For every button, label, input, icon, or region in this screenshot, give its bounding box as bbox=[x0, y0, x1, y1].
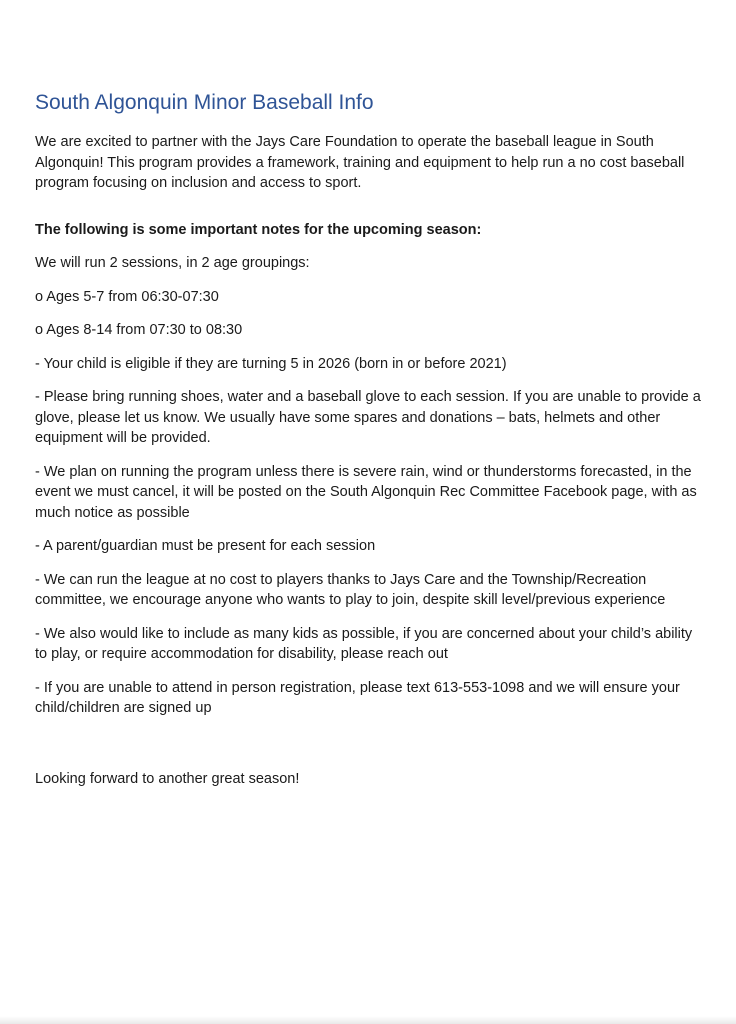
notes-heading: The following is some important notes for the upcoming season: bbox=[35, 221, 482, 238]
note-inclusion: - We also would like to include as many kids as possible, if you are concerned about your child’s ability to play, or require accommodation for disability, please reach out bbox=[35, 625, 693, 662]
note-equipment: - Please bring running shoes, water and a baseball glove to each session. If you are unable to provide a glove, please let us know. We usually have some spares and donations – bats, helmets and other equipment will be provided. bbox=[35, 389, 701, 446]
note-registration: - If you are unable to attend in person registration, please text 613-553-1098 and we will ensure your child/children are signed up bbox=[35, 679, 680, 716]
age-group-item: o Ages 5-7 from 06:30-07:30 bbox=[35, 288, 219, 305]
note-weather: - We plan on running the program unless there is severe rain, wind or thunderstorms forecasted, in the event we must cancel, it will be posted on the South Algonquin Rec Committee Facebook page, with as much notice as possible bbox=[35, 463, 697, 521]
document-title: South Algonquin Minor Baseball Info bbox=[35, 91, 374, 114]
closing-line: Looking forward to another great season! bbox=[35, 770, 300, 787]
document-content bbox=[35, 90, 705, 789]
intro-paragraph: We are excited to partner with the Jays Care Foundation to operate the baseball league in South Algonquin! This program provides a framework, training and equipment to help run a no cost baseball program focusing on inclusion and access to sport. bbox=[35, 134, 685, 191]
note-parent-present: - A parent/guardian must be present for each session bbox=[35, 538, 376, 554]
sessions-intro: We will run 2 sessions, in 2 age groupings: bbox=[35, 255, 310, 271]
age-group-item: o Ages 8-14 from 07:30 to 08:30 bbox=[35, 322, 243, 338]
page-bottom-edge bbox=[0, 1016, 736, 1024]
note-eligibility: - Your child is eligible if they are turning 5 in 2026 (born in or before 2021) bbox=[35, 355, 507, 372]
note-no-cost: - We can run the league at no cost to players thanks to Jays Care and the Township/Recreation committee, we encourage anyone who wants to play to join, despite skill level/previous experience bbox=[35, 571, 666, 608]
